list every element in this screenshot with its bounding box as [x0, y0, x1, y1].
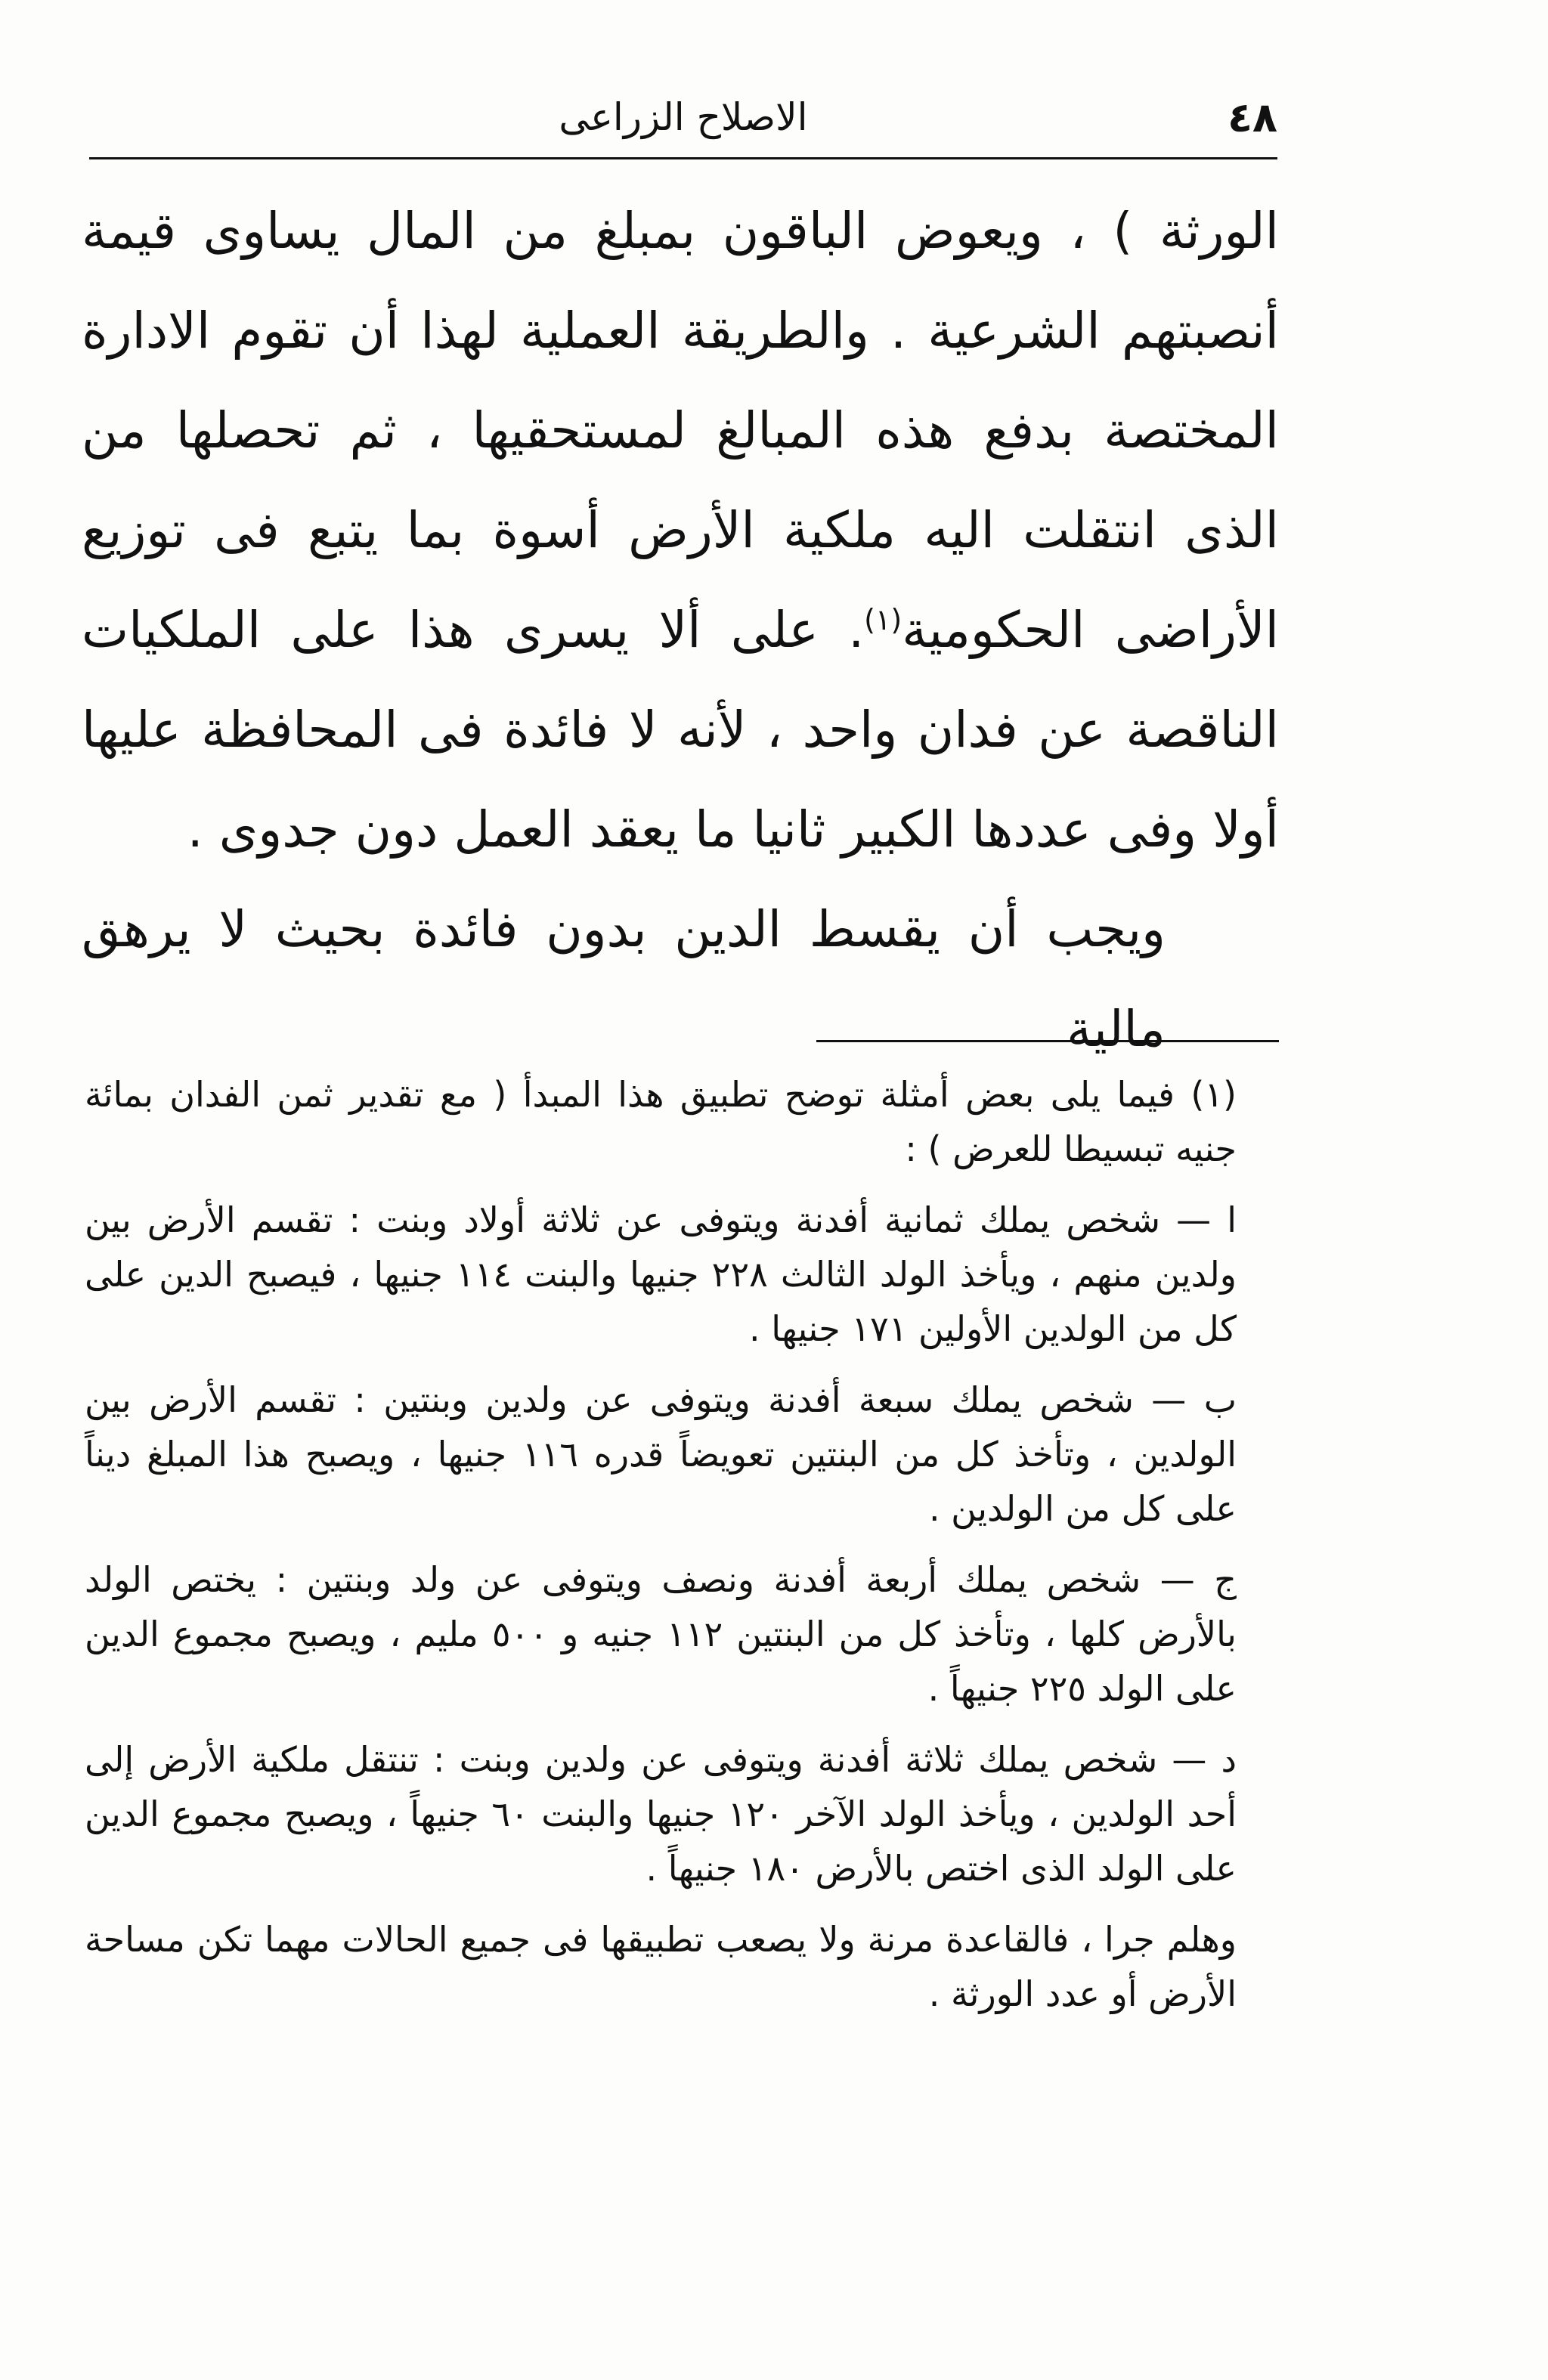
footnote-reference: (١): [864, 603, 902, 636]
footnote-example-b: ب — شخص يملك سبعة أفدنة ويتوفى عن ولدين وبنتين : تقسم الأرض بين الولدين ، وتأخذ كل من البنتين تعويضاً قدره ١١٦ جنيها ، ويصبح هذا المبلغ ديناً على كل من الولدين .: [85, 1379, 1237, 1529]
running-title: الاصلاح الزراعى: [559, 95, 808, 139]
main-text: [82, 181, 1279, 1079]
body-paragraph-1-part-b: . على ألا يسرى هذا على الملكيات الناقصة عن فدان واحد ، لأنه لا فائدة فى المحافظة عليها أولا وفى عددها الكبير ثانيا ما يعقد العمل دون جدوى .: [82, 601, 1279, 859]
footnote-example-d: د — شخص يملك ثلاثة أفدنة ويتوفى عن ولدين وبنت : تنتقل ملكية الأرض إلى أحد الولدين ، ويأخذ الولد الآخر ١٢٠ جنيها والبنت ٦٠ جنيهاً ، ويصبح مجموع الدين على الولد الذى اختص بالأرض ١٨٠ جنيهاً .: [85, 1739, 1237, 1889]
footnote-intro: (١) فيما يلى بعض أمثلة توضح تطبيق هذا المبدأ ( مع تقدير ثمن الفدان بمائة جنيه تبسيطا للعرض ) :: [85, 1074, 1237, 1169]
page-header: [89, 89, 1277, 159]
footnote-example-c: ج — شخص يملك أربعة أفدنة ونصف ويتوفى عن ولد وبنتين : يختص الولد بالأرض كلها ، وتأخذ كل من البنتين ١١٢ جنيه و ٥٠٠ مليم ، ويصبح مجموع الدين على الولد ٢٢٥ جنيهاً .: [85, 1559, 1237, 1709]
body-paragraph-1-part-a: الورثة ) ، ويعوض الباقون بمبلغ من المال يساوى قيمة أنصبتهم الشرعية . والطريقة العملية لهذا أن تقوم الادارة المختصة بدفع هذه المبالغ لمستحقيها ، ثم تحصلها من الذى انتقلت اليه ملكية الأرض أسوة بما يتبع فى توزيع الأراضى الحكومية: [82, 202, 1279, 659]
body-paragraph-1: [82, 181, 1279, 880]
footnote-separator: [816, 1040, 1279, 1042]
footnotes-section: [85, 1067, 1279, 2021]
footnote-closing: وهلم جرا ، فالقاعدة مرنة ولا يصعب تطبيقها فى جميع الحالات مهما تكن مساحة الأرض أو عدد الورثة .: [85, 1919, 1237, 2014]
page-number: ٤٨: [1228, 94, 1277, 141]
footnote-example-a: ا — شخص يملك ثمانية أفدنة ويتوفى عن ثلاثة أولاد وبنت : تقسم الأرض بين ولدين منهم ، ويأخذ الولد الثالث ٢٢٨ جنيها والبنت ١١٤ جنيها ، فيصبح الدين على كل من الولدين الأولين ١٧١ جنيها .: [85, 1199, 1237, 1349]
body-paragraph-2: ويجب أن يقسط الدين بدون فائدة بحيث لا يرهق مالية: [82, 900, 1166, 1058]
